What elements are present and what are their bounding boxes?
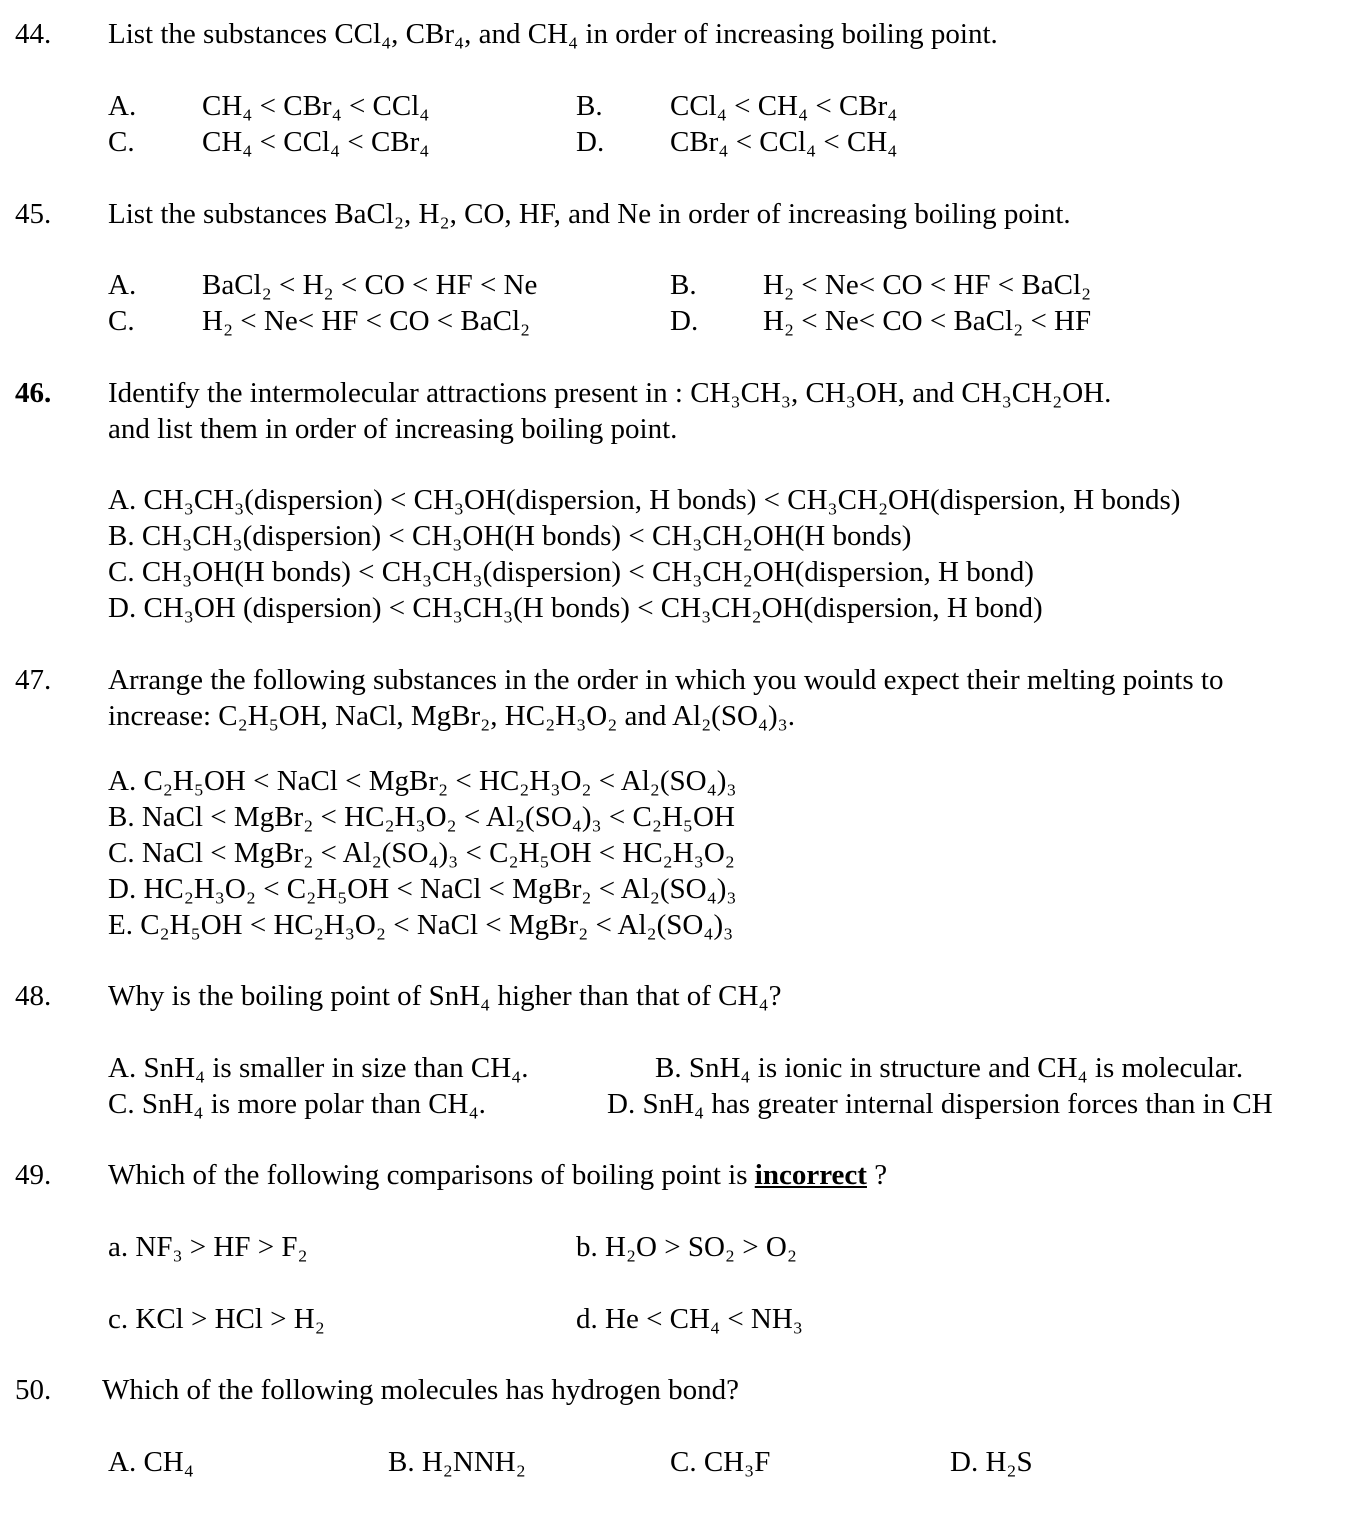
q45-option-c-letter: C. <box>108 305 135 337</box>
question-45-stem: List the substances BaCl₂, H₂, CO, HF, and Ne in order of increasing boiling point. <box>108 198 1071 230</box>
q50-option-b: B. H₂NNH₂ <box>388 1446 526 1478</box>
question-48-number: 48. <box>15 980 52 1012</box>
q47-option-a: A. C₂H₅OH < NaCl < MgBr₂ < HC₂H₃O₂ < Al₂(SO₄)₃ <box>108 765 737 797</box>
question-44-stem: List the substances CCl₄, CBr₄, and CH₄ in order of increasing boiling point. <box>108 18 998 50</box>
question-45-number: 45. <box>15 198 52 230</box>
q44-option-b-text: CCl₄ < CH₄ < CBr₄ <box>670 90 898 122</box>
question-50-stem: Which of the following molecules has hydrogen bond? <box>102 1374 740 1406</box>
q45-option-c-text: H₂ < Ne< HF < CO < BaCl₂ <box>202 305 531 337</box>
question-49-number: 49. <box>15 1159 52 1191</box>
q45-option-b-letter: B. <box>670 269 697 301</box>
question-46-stem-line2: and list them in order of increasing boiling point. <box>108 413 678 445</box>
q46-option-c: C. CH₃OH(H bonds) < CH₃CH₃(dispersion) < CH₃CH₂OH(dispersion, H bond) <box>108 556 1034 588</box>
q49-option-b: b. H₂O > SO₂ > O₂ <box>576 1231 797 1263</box>
q45-option-d-letter: D. <box>670 305 699 337</box>
q46-option-b: B. CH₃CH₃(dispersion) < CH₃OH(H bonds) < CH₃CH₂OH(H bonds) <box>108 520 912 552</box>
q49-option-c: c. KCl > HCl > H₂ <box>108 1303 325 1335</box>
q44-option-c-text: CH₄ < CCl₄ < CBr₄ <box>202 126 430 158</box>
q48-option-c: C. SnH₄ is more polar than CH₄. <box>108 1088 486 1120</box>
q45-option-d-text: H₂ < Ne< CO < BaCl₂ < HF <box>763 305 1092 337</box>
q46-option-a: A. CH₃CH₃(dispersion) < CH₃OH(dispersion, H bonds) < CH₃CH₂OH(dispersion, H bonds) <box>108 484 1181 516</box>
question-49-stem-before: Which of the following comparisons of boiling point is <box>108 1159 755 1191</box>
question-49-stem-after: ? <box>866 1159 888 1191</box>
question-47-stem-line2: increase: C₂H₅OH, NaCl, MgBr₂, HC₂H₃O₂ and Al₂(SO₄)₃. <box>108 700 796 732</box>
question-46-stem-line1: Identify the intermolecular attractions present in : CH₃CH₃, CH₃OH, and CH₃CH₂OH. <box>108 377 1112 409</box>
question-49-stem-emphasis: incorrect <box>754 1159 867 1191</box>
q44-option-c-letter: C. <box>108 126 135 158</box>
q44-option-b-letter: B. <box>576 90 603 122</box>
question-47-stem-line1: Arrange the following substances in the order in which you would expect their melting points to <box>108 664 1224 696</box>
question-44-number: 44. <box>15 18 52 50</box>
q48-option-d: D. SnH₄ has greater internal dispersion forces than in CH <box>607 1088 1273 1120</box>
q49-option-d: d. He < CH₄ < NH₃ <box>576 1303 803 1335</box>
q45-option-a-text: BaCl₂ < H₂ < CO < HF < Ne <box>202 269 538 301</box>
q44-option-d-letter: D. <box>576 126 605 158</box>
q47-option-c: C. NaCl < MgBr₂ < Al₂(SO₄)₃ < C₂H₅OH < HC₂H₃O₂ <box>108 837 735 869</box>
q44-option-a-text: CH₄ < CBr₄ < CCl₄ <box>202 90 430 122</box>
q49-option-a: a. NF₃ > HF > F₂ <box>108 1231 308 1263</box>
q47-option-d: D. HC₂H₃O₂ < C₂H₅OH < NaCl < MgBr₂ < Al₂(SO₄)₃ <box>108 873 737 905</box>
q48-option-a: A. SnH₄ is smaller in size than CH₄. <box>108 1052 529 1084</box>
q50-option-d: D. H₂S <box>950 1446 1033 1478</box>
question-48-stem: Why is the boiling point of SnH₄ higher than that of CH₄? <box>108 980 782 1012</box>
q48-option-b: B. SnH₄ is ionic in structure and CH₄ is molecular. <box>655 1052 1244 1084</box>
question-49-stem <box>108 1161 887 1190</box>
q47-option-b: B. NaCl < MgBr₂ < HC₂H₃O₂ < Al₂(SO₄)₃ < C₂H₅OH <box>108 801 735 833</box>
q44-option-d-text: CBr₄ < CCl₄ < CH₄ <box>670 126 898 158</box>
q50-option-a: A. CH₄ <box>108 1446 194 1478</box>
q45-option-a-letter: A. <box>108 269 137 301</box>
question-47-number: 47. <box>15 664 52 696</box>
q47-option-e: E. C₂H₅OH < HC₂H₃O₂ < NaCl < MgBr₂ < Al₂(SO₄)₃ <box>108 909 734 941</box>
q50-option-c: C. CH₃F <box>670 1446 771 1478</box>
q44-option-a-letter: A. <box>108 90 137 122</box>
q45-option-b-text: H₂ < Ne< CO < HF < BaCl₂ <box>763 269 1092 301</box>
question-50-number: 50. <box>15 1374 52 1406</box>
q46-option-d: D. CH₃OH (dispersion) < CH₃CH₃(H bonds) < CH₃CH₂OH(dispersion, H bond) <box>108 592 1043 624</box>
question-46-number: 46. <box>15 377 52 409</box>
